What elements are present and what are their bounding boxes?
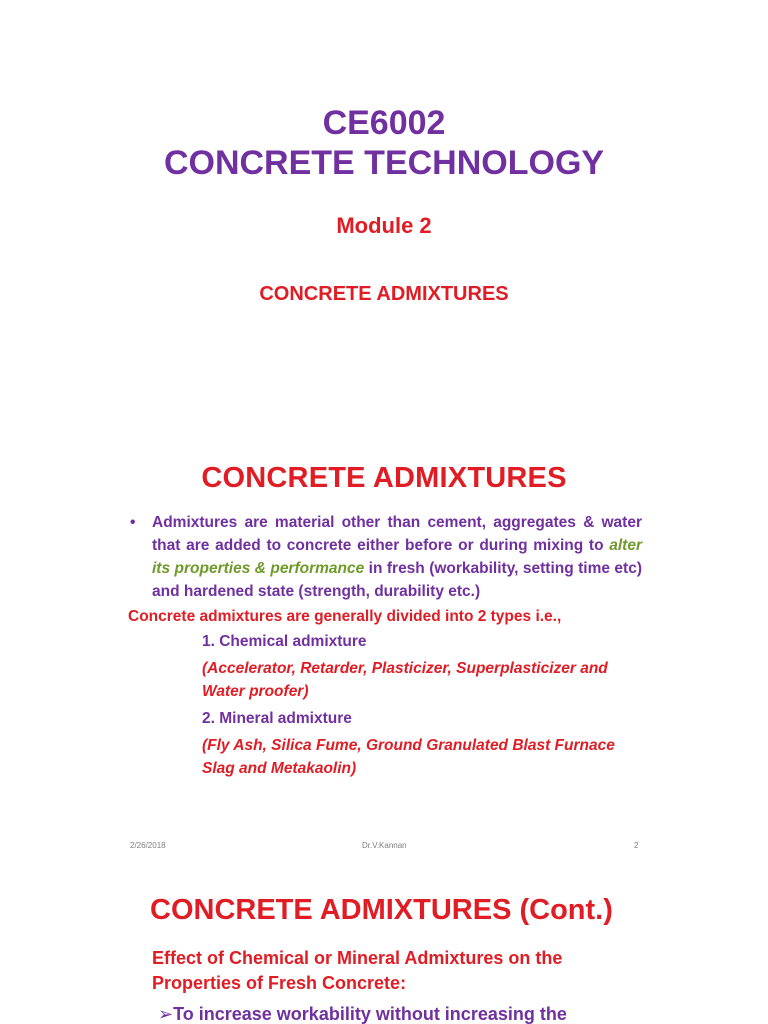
- point-text: To increase workability without increasing the: [173, 1004, 567, 1024]
- bullet-text: [152, 511, 642, 603]
- footer-page-number: 2: [634, 841, 639, 850]
- bullet-text-after: in fresh (workability, setting time etc) and hardened state (strength, durability etc.): [152, 560, 642, 600]
- topic-title: CONCRETE ADMIXTURES: [259, 283, 509, 305]
- footer-date: 2/26/2018: [130, 841, 166, 850]
- slide-heading: CONCRETE ADMIXTURES (Cont.): [150, 894, 613, 926]
- bullet-marker: •: [130, 514, 136, 531]
- type1-label: 1. Chemical admixture: [202, 633, 367, 650]
- bullet-item: [130, 511, 642, 603]
- title-slide: [0, 0, 768, 420]
- course-code: CE6002: [322, 104, 446, 142]
- type2-label: 2. Mineral admixture: [202, 710, 352, 727]
- slide-body: [130, 511, 642, 780]
- admixtures-slide: [0, 440, 768, 860]
- bullet-highlight: alter its properties & performance: [152, 537, 642, 577]
- type1-examples: (Accelerator, Retarder, Plasticizer, Superplasticizer and Water proofer): [202, 660, 608, 700]
- admixtures-cont-slide: [0, 880, 768, 1024]
- point-item: [158, 1004, 638, 1024]
- types-intro: Concrete admixtures are generally divided into 2 types i.e.,: [128, 608, 562, 625]
- bullet-text-before: Admixtures are material other than cement, aggregates & water that are added to concrete either before or during mixing to: [152, 514, 642, 554]
- arrow-bullet-icon: ➢: [158, 1004, 174, 1024]
- slide-subheading: Effect of Chemical or Mineral Admixtures on the Properties of Fresh Concrete:: [152, 948, 563, 993]
- footer-author: Dr.V.Kannan: [362, 841, 407, 850]
- type2-examples: (Fly Ash, Silica Fume, Ground Granulated Blast Furnace Slag and Metakaolin): [202, 737, 615, 777]
- module-label: Module 2: [336, 213, 432, 238]
- slide-heading: CONCRETE ADMIXTURES: [201, 462, 567, 494]
- course-title: CONCRETE TECHNOLOGY: [163, 144, 605, 182]
